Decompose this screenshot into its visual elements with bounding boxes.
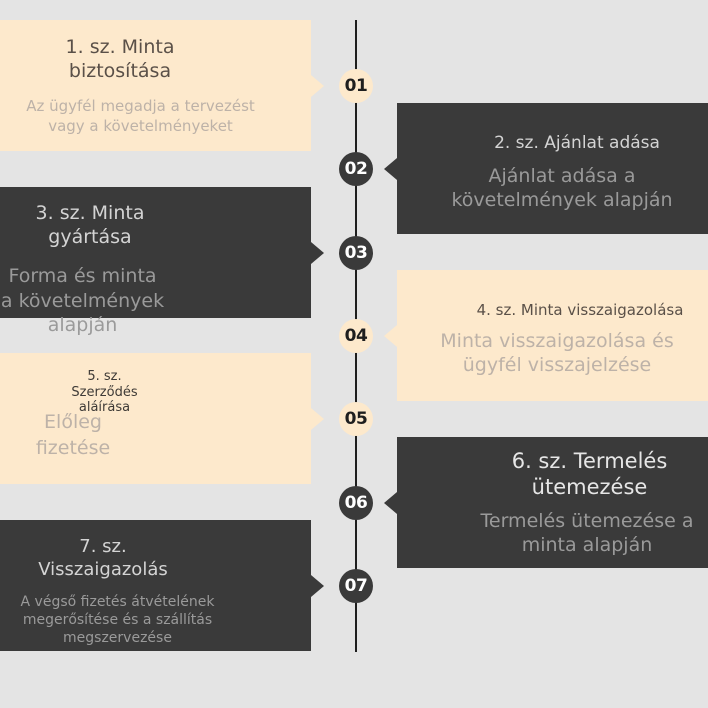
step-card-5: [0, 353, 311, 484]
step-badge-2: 02: [339, 152, 373, 186]
step-badge-6: 06: [339, 486, 373, 520]
step-card-1: [0, 20, 311, 151]
step-description: Minta visszaigazolása és ügyfél visszajelzése: [440, 330, 674, 376]
step-card-6: [397, 437, 708, 568]
step-title: 5. sz. Szerződés aláírása: [71, 369, 138, 416]
step-description: Termelés ütemezése a minta alapján: [480, 510, 694, 556]
step-description: Az ügyfél megadja a tervezést vagy a követelményeket: [26, 97, 255, 135]
step-badge-4: 04: [339, 319, 373, 353]
step-description: Forma és minta a követelmények alapján: [0, 265, 165, 337]
step-title: 7. sz. Visszaigazolás: [38, 536, 168, 580]
step-card-2: [397, 103, 708, 234]
step-badge-7: 07: [339, 569, 373, 603]
step-title: 3. sz. Minta gyártása: [35, 202, 145, 248]
step-description: Előleg fizetése: [35, 411, 111, 459]
step-title: 4. sz. Minta visszaigazolása: [476, 301, 684, 319]
step-card-4: [397, 270, 708, 401]
step-badge-5: 05: [339, 402, 373, 436]
step-title: 1. sz. Minta biztosítása: [65, 36, 175, 82]
step-badge-3: 03: [339, 236, 373, 270]
step-title: 6. sz. Termelés ütemezése: [511, 449, 668, 500]
step-description: Ajánlat adása a követelmények alapján: [451, 165, 673, 211]
step-card-3: [0, 187, 311, 337]
step-description: A végső fizetés átvételének megerősítése és a szállítás megszervezése: [20, 594, 215, 647]
step-badge-1: 01: [339, 69, 373, 103]
step-card-7: [0, 520, 311, 651]
step-title: 2. sz. Ajánlat adása: [494, 133, 660, 153]
